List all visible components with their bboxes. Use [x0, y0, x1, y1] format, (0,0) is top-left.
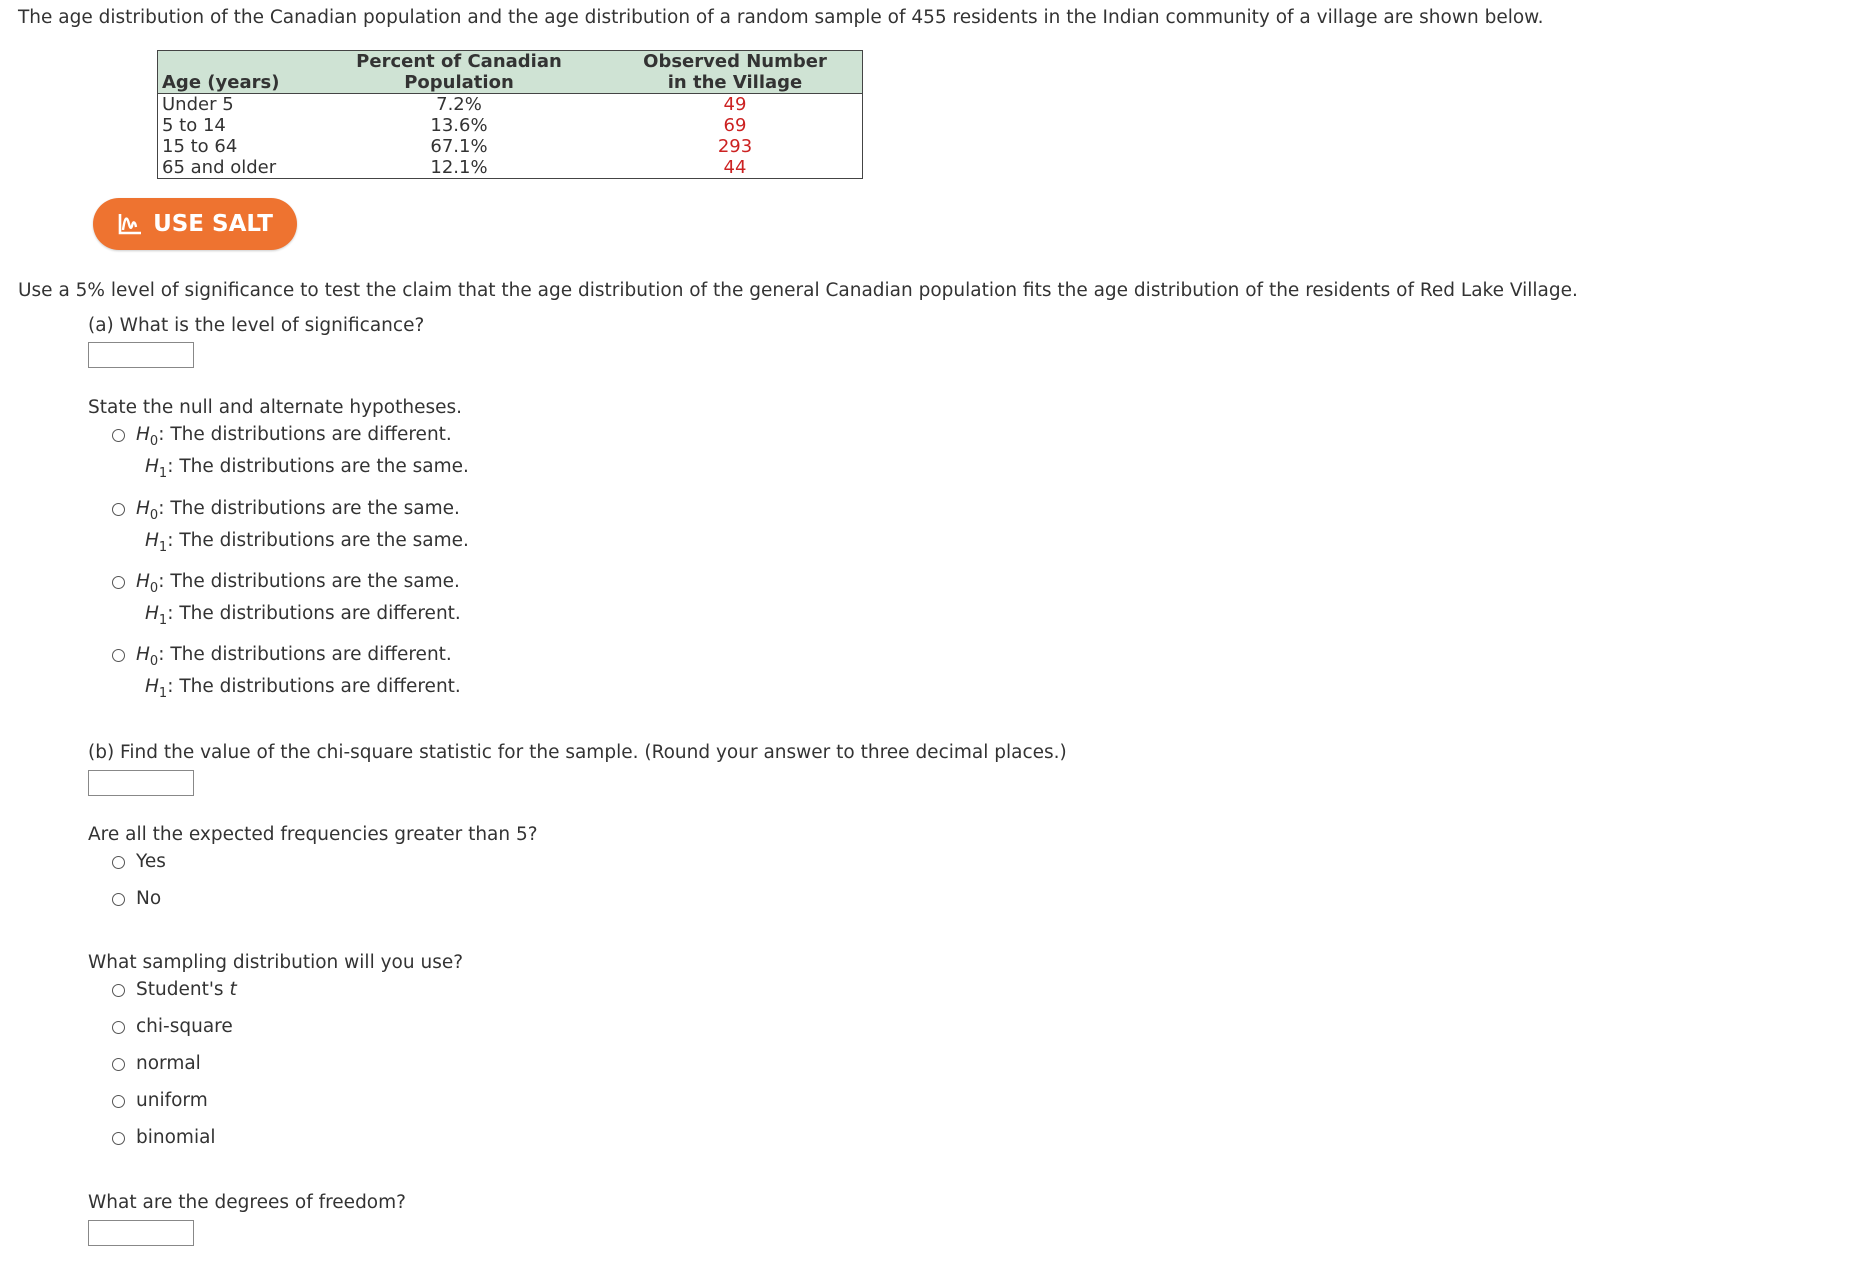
sampling-chi-square-radio[interactable]	[112, 1021, 125, 1034]
part-a-question: (a) What is the level of significance?	[88, 315, 425, 336]
sampling-binomial-radio[interactable]	[112, 1132, 125, 1145]
h0-text: : The distributions are the same.	[158, 498, 460, 519]
h1-symbol: H	[145, 676, 159, 697]
sampling-uniform-label: uniform	[136, 1090, 208, 1111]
cell-observed: 49	[723, 94, 747, 115]
cell-age: 65 and older	[162, 157, 277, 178]
sampling-chi-square-label: chi-square	[136, 1016, 233, 1037]
h1-text: : The distributions are different.	[167, 676, 461, 697]
age-distribution-table	[157, 50, 863, 179]
h0-subscript: 0	[149, 581, 159, 596]
expected-yes-label: Yes	[136, 851, 166, 872]
hypothesis-option-3-h1	[145, 603, 461, 628]
hypothesis-option-4-h1	[145, 676, 461, 701]
h0-symbol: H	[136, 498, 150, 519]
salt-chart-icon	[117, 212, 143, 236]
h0-subscript: 0	[149, 508, 159, 523]
sampling-students-t-label	[136, 979, 237, 1000]
hypothesis-option-2-h1	[145, 530, 469, 555]
header-observed-line1: Observed Number	[643, 51, 827, 72]
hypothesis-option-3-radio[interactable]	[112, 576, 125, 589]
h0-subscript: 0	[149, 654, 159, 669]
cell-age: Under 5	[162, 94, 234, 115]
hypotheses-prompt: State the null and alternate hypotheses.	[88, 397, 462, 418]
h1-symbol: H	[145, 603, 159, 624]
dof-question: What are the degrees of freedom?	[88, 1192, 406, 1213]
cell-observed: 293	[717, 136, 753, 157]
h1-text: : The distributions are different.	[167, 603, 461, 624]
hypothesis-option-2-h0	[136, 498, 460, 523]
table-row	[158, 115, 863, 136]
h0-text: : The distributions are different.	[158, 424, 452, 445]
hypothesis-option-1-radio[interactable]	[112, 429, 125, 442]
hypothesis-option-2-radio[interactable]	[112, 503, 125, 516]
table-row	[158, 157, 863, 179]
hypothesis-option-1-h1	[145, 456, 469, 481]
sampling-normal-radio[interactable]	[112, 1058, 125, 1071]
h0-text: : The distributions are different.	[158, 644, 452, 665]
part-b-question: (b) Find the value of the chi-square statistic for the sample. (Round your answer to three decimal places.)	[88, 742, 1067, 763]
header-percent: Percent of Canadian Population	[356, 51, 562, 93]
use-salt-button[interactable]	[93, 198, 297, 250]
h1-text: : The distributions are the same.	[167, 456, 469, 477]
hypothesis-option-1-h0	[136, 424, 452, 449]
chi-square-input[interactable]	[88, 770, 194, 796]
header-observed-line2: in the Village	[667, 72, 803, 93]
hypothesis-option-4-radio[interactable]	[112, 649, 125, 662]
sampling-students-t-radio[interactable]	[112, 984, 125, 997]
cell-percent: 12.1%	[430, 157, 488, 178]
expected-no-radio[interactable]	[112, 893, 125, 906]
cell-observed: 44	[723, 157, 747, 178]
sampling-normal-label: normal	[136, 1053, 201, 1074]
h1-symbol: H	[145, 530, 159, 551]
intro-text: The age distribution of the Canadian population and the age distribution of a random sample of 455 residents in the Indian community of a village are shown below.	[18, 7, 1544, 28]
table-row	[158, 136, 863, 157]
h0-subscript: 0	[149, 434, 159, 449]
h1-subscript: 1	[158, 540, 168, 555]
h1-symbol: H	[145, 456, 159, 477]
table-row	[158, 94, 863, 116]
h1-subscript: 1	[158, 466, 168, 481]
h1-subscript: 1	[158, 686, 168, 701]
h0-symbol: H	[136, 571, 150, 592]
cell-observed: 69	[723, 115, 747, 136]
students-t-var: t	[229, 979, 237, 1000]
sampling-binomial-label: binomial	[136, 1127, 216, 1148]
h0-symbol: H	[136, 424, 150, 445]
sampling-uniform-radio[interactable]	[112, 1095, 125, 1108]
hypothesis-option-3-h0	[136, 571, 460, 596]
expected-yes-radio[interactable]	[112, 856, 125, 869]
h0-text: : The distributions are the same.	[158, 571, 460, 592]
significance-input[interactable]	[88, 342, 194, 368]
expected-no-label: No	[136, 888, 162, 909]
sampling-question: What sampling distribution will you use?	[88, 952, 464, 973]
dof-input[interactable]	[88, 1220, 194, 1246]
students-prefix: Student's	[136, 979, 230, 1000]
expected-question: Are all the expected frequencies greater than 5?	[88, 824, 538, 845]
h1-text: : The distributions are the same.	[167, 530, 469, 551]
cell-percent: 13.6%	[430, 115, 488, 136]
cell-percent: 67.1%	[430, 136, 488, 157]
table-header-row	[158, 51, 863, 94]
cell-age: 15 to 64	[162, 136, 238, 157]
cell-percent: 7.2%	[436, 94, 482, 115]
instructions-text: Use a 5% level of significance to test the claim that the age distribution of the general Canadian population fits the age distribution of the residents of Red Lake Village.	[18, 280, 1578, 301]
hypothesis-option-4-h0	[136, 644, 452, 669]
cell-age: 5 to 14	[162, 115, 226, 136]
header-age: Age (years)	[162, 72, 280, 93]
h1-subscript: 1	[158, 613, 168, 628]
header-observed	[608, 51, 863, 94]
use-salt-label: USE SALT	[153, 211, 273, 237]
h0-symbol: H	[136, 644, 150, 665]
